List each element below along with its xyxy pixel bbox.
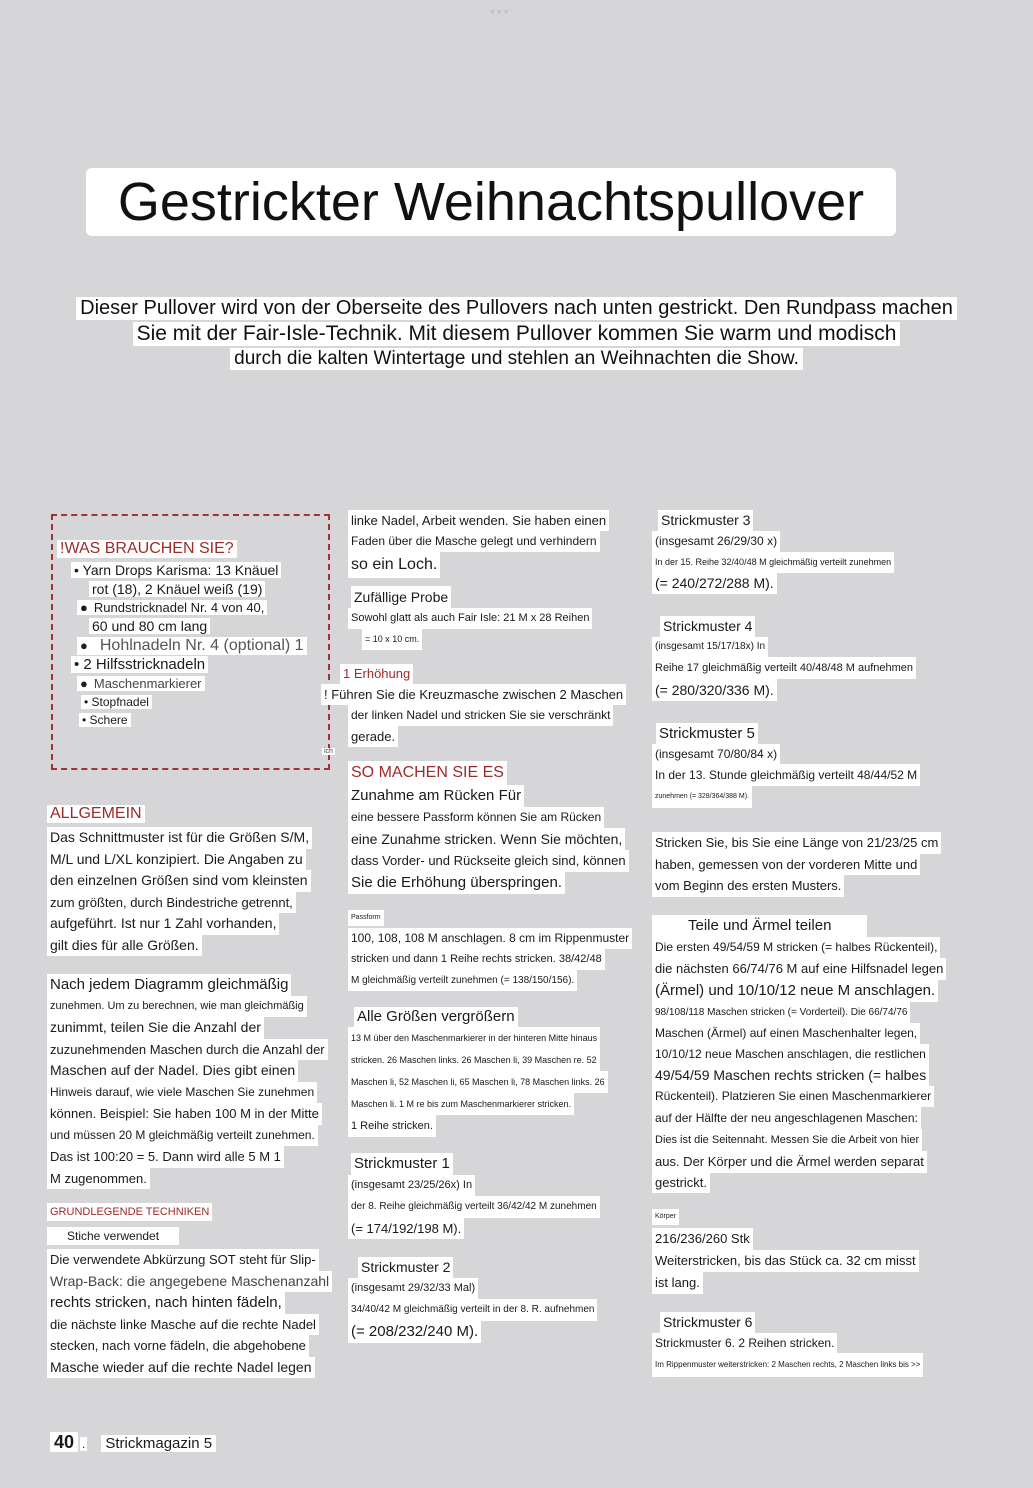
text-line: 1 Reihe stricken. xyxy=(348,1115,436,1137)
text-line: Reihe 17 gleichmäßig verteilt 40/48/48 M aufnehmen xyxy=(652,657,916,679)
list-item: rot (18), 2 Knäuel weiß (19) xyxy=(89,581,265,597)
text-line: (Ärmel) und 10/10/12 neue M anschlagen. xyxy=(652,980,938,1002)
text-line: Maschen li. 1 M re bis zum Maschenmarkierer stricken. xyxy=(348,1093,574,1115)
text-line: Faden über die Masche gelegt und verhindern xyxy=(348,531,600,552)
text-line: Weiterstricken, bis das Stück ca. 32 cm misst xyxy=(652,1250,919,1272)
column-left xyxy=(47,805,342,1378)
text-line: Maschen (Ärmel) auf einen Maschenhalter legen, xyxy=(652,1023,920,1044)
stray-mark: ich xyxy=(324,748,333,755)
list-item xyxy=(77,637,307,655)
column-middle xyxy=(324,510,643,1343)
magazine-name: Strickmagazin 5 xyxy=(101,1435,216,1452)
list-item xyxy=(77,676,205,691)
text-line: 34/40/42 M gleichmäßig verteilt in der 8. R. aufnehmen xyxy=(348,1299,597,1321)
text-line: so ein Loch. xyxy=(348,552,440,578)
text-line: rechts stricken, nach hinten fädeln, xyxy=(47,1292,285,1314)
text-line: Das Schnittmuster ist für die Größen S/M, xyxy=(47,827,312,849)
footer-dot: . xyxy=(82,1437,86,1451)
text-line: zuzunehmenden Maschen durch die Anzahl der xyxy=(47,1039,328,1061)
text-line: Die ersten 49/54/59 M stricken (= halbes Rückenteil), xyxy=(652,937,940,958)
text-line: stricken. 26 Maschen links. 26 Maschen li, 39 Maschen re. 52 xyxy=(348,1049,600,1071)
text-line: (= 174/192/198 M). xyxy=(348,1218,464,1239)
list-item: • 2 Hilfsstricknadeln xyxy=(71,656,208,673)
text-line: Nach jedem Diagramm gleichmäßig xyxy=(47,974,291,996)
text-line: M gleichmäßig verteilt zunehmen (= 138/150/156). xyxy=(348,970,577,991)
text-line: (insgesamt 23/25/26x) In xyxy=(348,1175,475,1196)
sub-heading: Alle Größen vergrößern xyxy=(354,1007,518,1027)
text-line: (insgesamt 15/17/18x) In xyxy=(652,637,768,657)
text-line: zunehmen. Um zu berechnen, wie man gleichmäßig xyxy=(47,996,307,1017)
text-line: den einzelnen Größen sind vom kleinsten xyxy=(47,870,311,892)
text-line: (= 208/232/240 M). xyxy=(348,1321,481,1343)
list-item xyxy=(77,600,267,615)
text-line: können. Beispiel: Sie haben 100 M in der Mitte xyxy=(47,1103,322,1125)
bullet: ● xyxy=(80,676,88,691)
text-line: eine bessere Passform können Sie am Rücken xyxy=(348,807,604,828)
text-line: (= 240/272/288 M). xyxy=(652,573,777,594)
text-line: auf der Hälfte der neu angeschlagenen Maschen: xyxy=(652,1107,921,1129)
text-line: Hinweis darauf, wie viele Maschen Sie zunehmen xyxy=(47,1082,317,1104)
text-line: Strickmuster 6. 2 Reihen stricken. xyxy=(652,1333,837,1353)
text-line: die nächste linke Masche auf die rechte Nadel xyxy=(47,1314,319,1336)
intro-paragraph xyxy=(40,296,993,371)
text-line: Dies ist die Seitennaht. Messen Sie die Arbeit von hier xyxy=(652,1129,922,1151)
list-item: 60 und 80 cm lang xyxy=(89,618,210,634)
list-item: • Yarn Drops Karisma: 13 Knäuel xyxy=(71,562,281,578)
window-dots: ••• xyxy=(490,3,511,19)
sub-heading: Strickmuster 3 xyxy=(658,510,753,531)
text-line: In der 15. Reihe 32/40/48 M gleichmäßig verteilt zunehmen xyxy=(652,552,894,573)
text-line: zum größten, durch Bindestriche getrennt, xyxy=(47,892,296,914)
text-line: dass Vorder- und Rückseite gleich sind, können xyxy=(348,850,629,872)
text-line: (insgesamt 29/32/33 Mal) xyxy=(348,1278,478,1299)
list-item-text: Hohlnadeln Nr. 4 (optional) 1 xyxy=(99,637,304,654)
text-line: Im Rippenmuster weiterstricken: 2 Maschen rechts, 2 Maschen links bis >> xyxy=(652,1353,923,1377)
text-line: zunehmen (= 328/364/388 M). xyxy=(652,786,752,808)
text-line: Stricken Sie, bis Sie eine Länge von 21/23/25 cm xyxy=(652,832,941,854)
text-line: (insgesamt 70/80/84 x) xyxy=(652,744,780,764)
text-line: Das ist 100:20 = 5. Dann wird alle 5 M 1 xyxy=(47,1146,284,1168)
sub-heading: Stiche verwendet xyxy=(47,1227,179,1245)
text-line: aufgeführt. Ist nur 1 Zahl vorhanden, xyxy=(47,913,279,935)
text-line: Maschen li, 52 Maschen li, 65 Maschen li, 78 Maschen links. 26 xyxy=(348,1071,608,1093)
intro-line: Sie mit der Fair-Isle-Technik. Mit diesem Pullover kommen Sie warm und modisch xyxy=(133,322,901,346)
sub-heading: Strickmuster 1 xyxy=(351,1153,453,1175)
sub-heading: Strickmuster 4 xyxy=(660,616,755,637)
section-heading: !WAS BRAUCHEN SIE? xyxy=(57,540,237,558)
text-line: der 8. Reihe gleichmäßig verteilt 36/42/42 M zunehmen xyxy=(348,1196,600,1218)
page-number: 40 xyxy=(50,1432,78,1452)
section-heading: GRUNDLEGENDE TECHNIKEN xyxy=(47,1203,212,1221)
label: Körper xyxy=(652,1209,679,1225)
text-line: Wrap-Back: die angegebene Maschenanzahl xyxy=(47,1271,332,1293)
text-line: Rückenteil). Platzieren Sie einen Maschenmarkierer xyxy=(652,1086,934,1107)
text-line: stricken und dann 1 Reihe rechts stricken. 38/42/48 xyxy=(348,949,605,970)
text-line: Sowohl glatt als auch Fair Isle: 21 M x 28 Reihen xyxy=(348,608,592,629)
sub-heading: Zufällige Probe xyxy=(351,586,451,608)
list-item-text: Rundstricknadel Nr. 4 von 40, xyxy=(93,600,265,615)
text-line: die nächsten 66/74/76 M auf eine Hilfsnadel legen xyxy=(652,958,946,980)
label: Passform xyxy=(348,910,384,926)
text-line: M/L und L/XL konzipiert. Die Angaben zu xyxy=(47,849,306,871)
text-line: ! Führen Sie die Kreuzmasche zwischen 2 Maschen xyxy=(321,684,626,705)
materials-list xyxy=(57,540,332,727)
intro-line: durch die kalten Wintertage und stehlen an Weihnachten die Show. xyxy=(230,348,803,370)
bullet: ● xyxy=(80,638,88,653)
text-line: aus. Der Körper und die Ärmel werden separat xyxy=(652,1151,927,1173)
text-line: gestrickt. xyxy=(652,1173,710,1193)
text-line: ist lang. xyxy=(652,1272,703,1294)
text-line: zunimmt, teilen Sie die Anzahl der xyxy=(47,1017,264,1039)
text-line: 100, 108, 108 M anschlagen. 8 cm im Rippenmuster xyxy=(348,928,632,949)
text-line: In der 13. Stunde gleichmäßig verteilt 48/44/52 M xyxy=(652,764,920,786)
section-heading: ALLGEMEIN xyxy=(47,805,145,823)
sub-heading: 1 Erhöhung xyxy=(340,664,413,684)
text-line: der linken Nadel und stricken Sie sie verschränkt xyxy=(348,705,613,726)
text-line: Die verwendete Abkürzung SOT steht für Slip- xyxy=(47,1249,319,1271)
list-item: • Stopfnadel xyxy=(81,695,152,709)
text-line: = 10 x 10 cm. xyxy=(362,629,422,650)
page-footer xyxy=(50,1432,216,1453)
text-line: Maschen auf der Nadel. Dies gibt einen xyxy=(47,1060,298,1082)
text-line: stecken, nach vorne fädeln, die abgehobene xyxy=(47,1335,309,1357)
intro-line: Dieser Pullover wird von der Oberseite des Pullovers nach unten gestrickt. Den Rundpass machen xyxy=(76,297,957,320)
text-line: vom Beginn des ersten Musters. xyxy=(652,875,844,897)
text-line: haben, gemessen von der vorderen Mitte und xyxy=(652,854,920,876)
bullet: ● xyxy=(80,600,88,615)
sub-heading: Strickmuster 6 xyxy=(660,1312,755,1333)
text-line: gilt dies für alle Größen. xyxy=(47,935,202,957)
sub-heading: Zunahme am Rücken Für xyxy=(348,785,524,807)
text-line: gerade. xyxy=(348,726,398,747)
sub-heading: Strickmuster 2 xyxy=(358,1257,453,1278)
text-line: 216/236/260 Stk xyxy=(652,1228,753,1250)
page-title: Gestrickter Weihnachtspullover xyxy=(86,168,896,236)
text-line: (= 280/320/336 M). xyxy=(652,679,777,701)
text-line: eine Zunahme stricken. Wenn Sie möchten, xyxy=(348,828,625,850)
sub-heading: Teile und Ärmel teilen xyxy=(652,915,867,937)
column-right xyxy=(652,510,962,1377)
text-line: linke Nadel, Arbeit wenden. Sie haben einen xyxy=(348,510,609,531)
sub-heading: Strickmuster 5 xyxy=(656,723,758,744)
section-heading: SO MACHEN SIE ES xyxy=(348,761,507,785)
text-line: Masche wieder auf die rechte Nadel legen xyxy=(47,1357,315,1379)
text-line: M zugenommen. xyxy=(47,1168,150,1190)
list-item: • Schere xyxy=(79,713,131,727)
text-line: (insgesamt 26/29/30 x) xyxy=(652,531,780,552)
text-line: 10/10/12 neue Maschen anschlagen, die restlichen xyxy=(652,1044,929,1065)
text-line: und müssen 20 M gleichmäßig verteilt zunehmen. xyxy=(47,1125,318,1147)
list-item-text: Maschenmarkierer xyxy=(93,676,202,691)
text-line: 49/54/59 Maschen rechts stricken (= halbes xyxy=(652,1065,929,1086)
text-line: 98/108/118 Maschen stricken (= Vorderteil). Die 66/74/76 xyxy=(652,1002,910,1023)
text-line: 13 M über den Maschenmarkierer in der hinteren Mitte hinaus xyxy=(348,1027,600,1049)
text-line: Sie die Erhöhung überspringen. xyxy=(348,872,565,894)
